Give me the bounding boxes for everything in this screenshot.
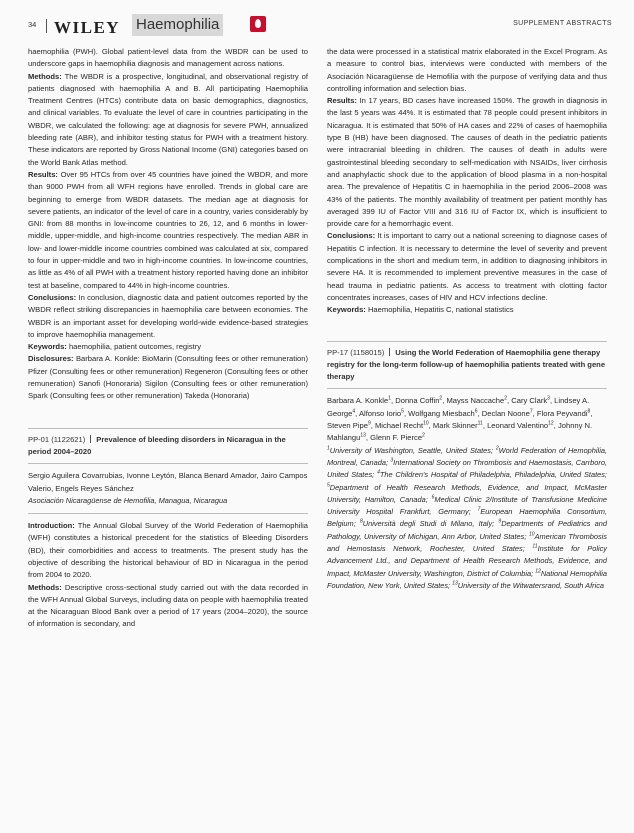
introduction-paragraph: Introduction: The Annual Global Survey of the World Federation of Haemophilia (WFH) constitutes a historical precedent for the statistics of Bleeding Disorders (BD), their comorbidities and access to treatments. The present study has the objective of describing the historical behaviour of BD in Nicaragua in the period from 2004 to 2020. bbox=[28, 521, 308, 580]
author-name: Lindsey A. George bbox=[327, 396, 590, 418]
results-paragraph-2: Results: In 17 years, BD cases have increased 150%. The growth in diagnosis in the last 5 years was 44%. It is estimated that 78 people could present inhibitors in Nicaragua. It is estimated that 50% of HA cases and 22% of cases of haemophilia type B (HB) have been diagnosed. The causes of death in the pediatric patients were intracranial bleeding in children. The causes of death in adults were gastrointestinal bleeding secondary to self-medication with NSAIDs, liver cirrhosis and anaphylactic shock due to the application of blood plasma in a non-hospital area. The prevalence of Hepatitis C in haemophilia in the period 2006–2008 was 43% of the patients. The monthly availability of treatment per patient monthly has averaged 399 IU of Factor VIII and 316 IU of Factor IX, which is insufficient to provide care for a hemorrhagic event. bbox=[327, 96, 607, 229]
right-column bbox=[327, 46, 607, 592]
affiliation-text: American Thrombosis and Hemostasis Network, Rochester, United States; bbox=[327, 531, 607, 553]
affiliation-text: Department of Health Research Methods, Evidence, and Impact, McMaster University, Hamilton, Canada; bbox=[327, 482, 607, 504]
affiliation-text: University of the Witwatersrand, South Africa bbox=[457, 580, 605, 590]
author-name: Johnny N. Mahlangu bbox=[327, 421, 593, 443]
methods-paragraph: Methods: The WBDR is a prospective, longitudinal, and observational registry of patients diagnosed with haemophilia A and B. All participating Haemophilia Treatment Centres (HTCs) contribute data on basic demographics, diagnostics, and clinical variables. To evaluate the level of care in countries participating in the WBDR, we calculated the following: age at diagnosis for severe PWH, annualized bleeding rate (ABR), and inhibitor testing status for PWH with a treatment history. These indicators are reported by Gross National Income (GNI) categories based on the World Bank Atlas method. bbox=[28, 71, 308, 167]
affiliation-text: The Children's Hospital of Philadelphia, Philadelphia, United States; bbox=[379, 470, 607, 480]
affiliation-number: 9 bbox=[498, 518, 502, 525]
author-name: Declan Noone bbox=[481, 408, 530, 418]
abstract-affiliations-2 bbox=[327, 445, 607, 593]
publisher-logo: WILEY bbox=[54, 18, 121, 37]
author-affil-ref: 1 bbox=[388, 395, 391, 402]
methods-continuation: the data were processed in a statistical matrix elaborated in the Excel Program. As a measure to control bias, interviews were conducted with members of the Asociación Nicaragüense de Hemofilia with the purpose of verifying data and thus controlling information and selection bias. bbox=[327, 47, 607, 93]
affiliation-text: European Haemophilia Consortium, Belgium; bbox=[327, 507, 607, 529]
author-name: Cary Clark bbox=[511, 396, 548, 406]
author-affil-ref: 9 bbox=[367, 420, 371, 427]
abstract-heading-2: PP-17 (1158015) Using the World Federation of Haemophilia gene therapy registry for the long-term follow-up of haemophilia patients treated with gene therapy bbox=[327, 347, 606, 382]
affiliation-number: 7 bbox=[477, 506, 481, 513]
affiliation-text: Università degli Studi di Milano, Italy; bbox=[362, 519, 495, 529]
author-affil-ref: 7 bbox=[529, 408, 533, 415]
affiliation-number: 10 bbox=[529, 531, 535, 538]
conclusions-paragraph: Conclusions: In conclusion, diagnostic data and patient outcomes reported by the WBDR reflect striking discrepancies in haemophilia care between economies. The WBDR is an important asset for developing world-wide evidence-based strategies to improve haemophilia management. bbox=[28, 292, 308, 339]
affiliation-number: 4 bbox=[377, 469, 380, 476]
author-affil-ref: 5 bbox=[401, 408, 404, 415]
author-name: Flora Peyvandi bbox=[536, 408, 588, 418]
affiliation-text: Medical Clinic 2/Institute of Transfusione Medicine University Hospital Frankfurt, Germany; bbox=[327, 494, 607, 517]
author-affil-ref: 6 bbox=[474, 408, 478, 415]
author-name: Steven Pipe bbox=[327, 421, 368, 431]
author-name: Michael Recht bbox=[374, 421, 424, 431]
author-affil-ref: 11 bbox=[477, 420, 483, 427]
affiliation-number: 3 bbox=[390, 457, 394, 464]
author-name: Glenn F. Pierce bbox=[370, 433, 423, 443]
affiliation-text: National Hemophilia Foundation, New York, United States; bbox=[327, 568, 608, 590]
author-affil-ref: 2 bbox=[504, 395, 508, 402]
author-affil-ref: 12 bbox=[548, 420, 554, 427]
author-affil-ref: 2 bbox=[422, 432, 425, 439]
journal-logo-icon bbox=[250, 16, 266, 32]
affiliation-number: 13 bbox=[452, 580, 458, 587]
affiliation-number: 5 bbox=[327, 482, 330, 489]
author-affil-ref: 3 bbox=[547, 395, 550, 402]
author-affil-ref: 2 bbox=[439, 395, 443, 402]
left-column bbox=[28, 46, 308, 631]
disclosures-paragraph: Disclosures: Barbara A. Konkle: BioMarin (Consulting fees or other remuneration) Pfizer (Consulting fees or other remuneration) Regeneron (Consulting fees or other remuneration) Sanofi (Honoraria) Sigilon (Consulting fees or other remuneration) Spark (Consulting fees or other remuneration) Takeda (Honoraria) bbox=[28, 354, 308, 401]
keywords-paragraph: Keywords: haemophilia, patient outcomes, registry bbox=[28, 342, 202, 352]
affiliation-text: Departments of Pediatrics and Pathology, University of Michigan, Ann Arbor, United States; bbox=[327, 519, 608, 541]
page-number: 34 bbox=[28, 20, 37, 29]
author-name: Barbara A. Konkle bbox=[327, 396, 389, 406]
author-affil-ref: 10 bbox=[423, 420, 429, 427]
affiliation-number: 1 bbox=[327, 445, 330, 452]
abstract-authors-2: Barbara A. Konkle$^1$, Donna Coffin$^2$, Mayss Naccache$^2$, Cary Clark$^3$, Lindsey A. George$^4$, Alfonso Iorio$^5$, Wolfgang Miesbach$^6$, Declan Noone$^7$, Flora Peyvandi$^8$, Steven Pipe$^9$, Michael Recht$^{10}$, Mark Skinner$^{11}$, Leonard Valentino$^{12}$, Johnny N. Mahlangu$^{13}$, Glenn F. Pierce$^2$ bbox=[327, 395, 593, 443]
journal-title: Haemophilia bbox=[132, 14, 223, 36]
section-label: SUPPLEMENT ABSTRACTS bbox=[513, 20, 612, 27]
keywords-paragraph-2: Keywords: Haemophilia, Hepatitis C, national statistics bbox=[327, 305, 514, 315]
affiliation-text: Institute for Policy Advancement Ltd., and Department of Health Research Methods, Evidence, and Impact, McMaster University, Washington, District of Columbia; bbox=[327, 543, 608, 578]
author-affil-ref: 8 bbox=[587, 408, 591, 415]
author-name: Wolfgang Miesbach bbox=[408, 408, 475, 418]
affiliation-text: International Society on Thrombosis and Haemostasis, Carrboro, United States; bbox=[327, 457, 607, 480]
abstract-heading: PP-01 (1122621) Prevalence of bleeding disorders in Nicaragua in the period 2004–2020 bbox=[28, 434, 286, 456]
page-header bbox=[28, 14, 612, 40]
author-affil-ref: 4 bbox=[352, 408, 356, 415]
affiliation-number: 11 bbox=[532, 543, 538, 550]
affiliation-text: World Federation of Hemophilia, Montreal, Canada; bbox=[327, 445, 607, 467]
conclusions-paragraph-2: Conclusions: It is important to carry out a national screening to diagnose cases of Hepatitis C infection. It is necessary to determine the level of severity and prevent complications in the short and medium term, in addition to diagnosing inhibitors in severe HA. It is recommended to implement preventive measures in the case of head trauma in pediatric patients. As access to treatment with clotting factor concentrates increases, cases of HIV and HCV infections decline. bbox=[327, 231, 607, 302]
affiliation-number: 6 bbox=[431, 494, 435, 501]
header-divider bbox=[46, 19, 47, 33]
abstract-continuation: haemophilia (PWH). Global patient-level data from the WBDR can be used to underscore gaps in haemophilia diagnosis and management across nations. bbox=[28, 47, 308, 69]
author-name: Mark Skinner bbox=[432, 421, 478, 431]
affiliation-text: University of Washington, Seattle, United States; bbox=[329, 445, 493, 455]
methods-paragraph-2: Methods: Descriptive cross-sectional study carried out with the data recorded in the WFH Annual Global Surveys, including data on people with haemophilia treated at the Nicaraguan Blood Bank over a period of 17 years (2004–2020), the source of information is secondary, and bbox=[28, 582, 308, 629]
abstract-affiliation: Asociación Nicaragüense de Hemofilia, Managua, Nicaragua bbox=[28, 495, 228, 505]
abstract-authors: Sergio Aguilera Covarrubias, Ivonne Leytón, Blanca Benard Amador, Jairo Campos Valerio, Engels Reyes Sánchez bbox=[28, 471, 308, 493]
affiliation-number: 2 bbox=[495, 445, 499, 452]
results-paragraph: Results: Over 95 HTCs from over 45 countries have joined the WBDR, and more than 9000 PWH from all WFH regions have enrolled. Trends in global care are beginning to emerge from WBDR datasets. The median age at diagnosis for severe patients, an indicator of the level of care in a country, varies considerably by GNI: from 88 months in low-income countries to 26, 12, and 6 months in lower-middle, upper-middle, and high-income countries respectively. The median ABR in low- and lower-middle income countries combined was calculated at six, compared to four in upper-middle and two in high-income countries. In low-income countries, as little as 4% of all PWH with a treatment history reported having done an inhibitor test at baseline, compared to 44% in high-income countries. bbox=[28, 169, 308, 290]
affiliation-number: 12 bbox=[535, 568, 541, 575]
author-name: Leonard Valentino bbox=[487, 421, 549, 431]
author-name: Donna Coffin bbox=[395, 396, 440, 406]
author-name: Alfonso Iorio bbox=[358, 408, 402, 418]
author-affil-ref: 13 bbox=[360, 432, 366, 439]
author-name: Mayss Naccache bbox=[446, 396, 505, 406]
affiliation-number: 8 bbox=[359, 518, 363, 525]
